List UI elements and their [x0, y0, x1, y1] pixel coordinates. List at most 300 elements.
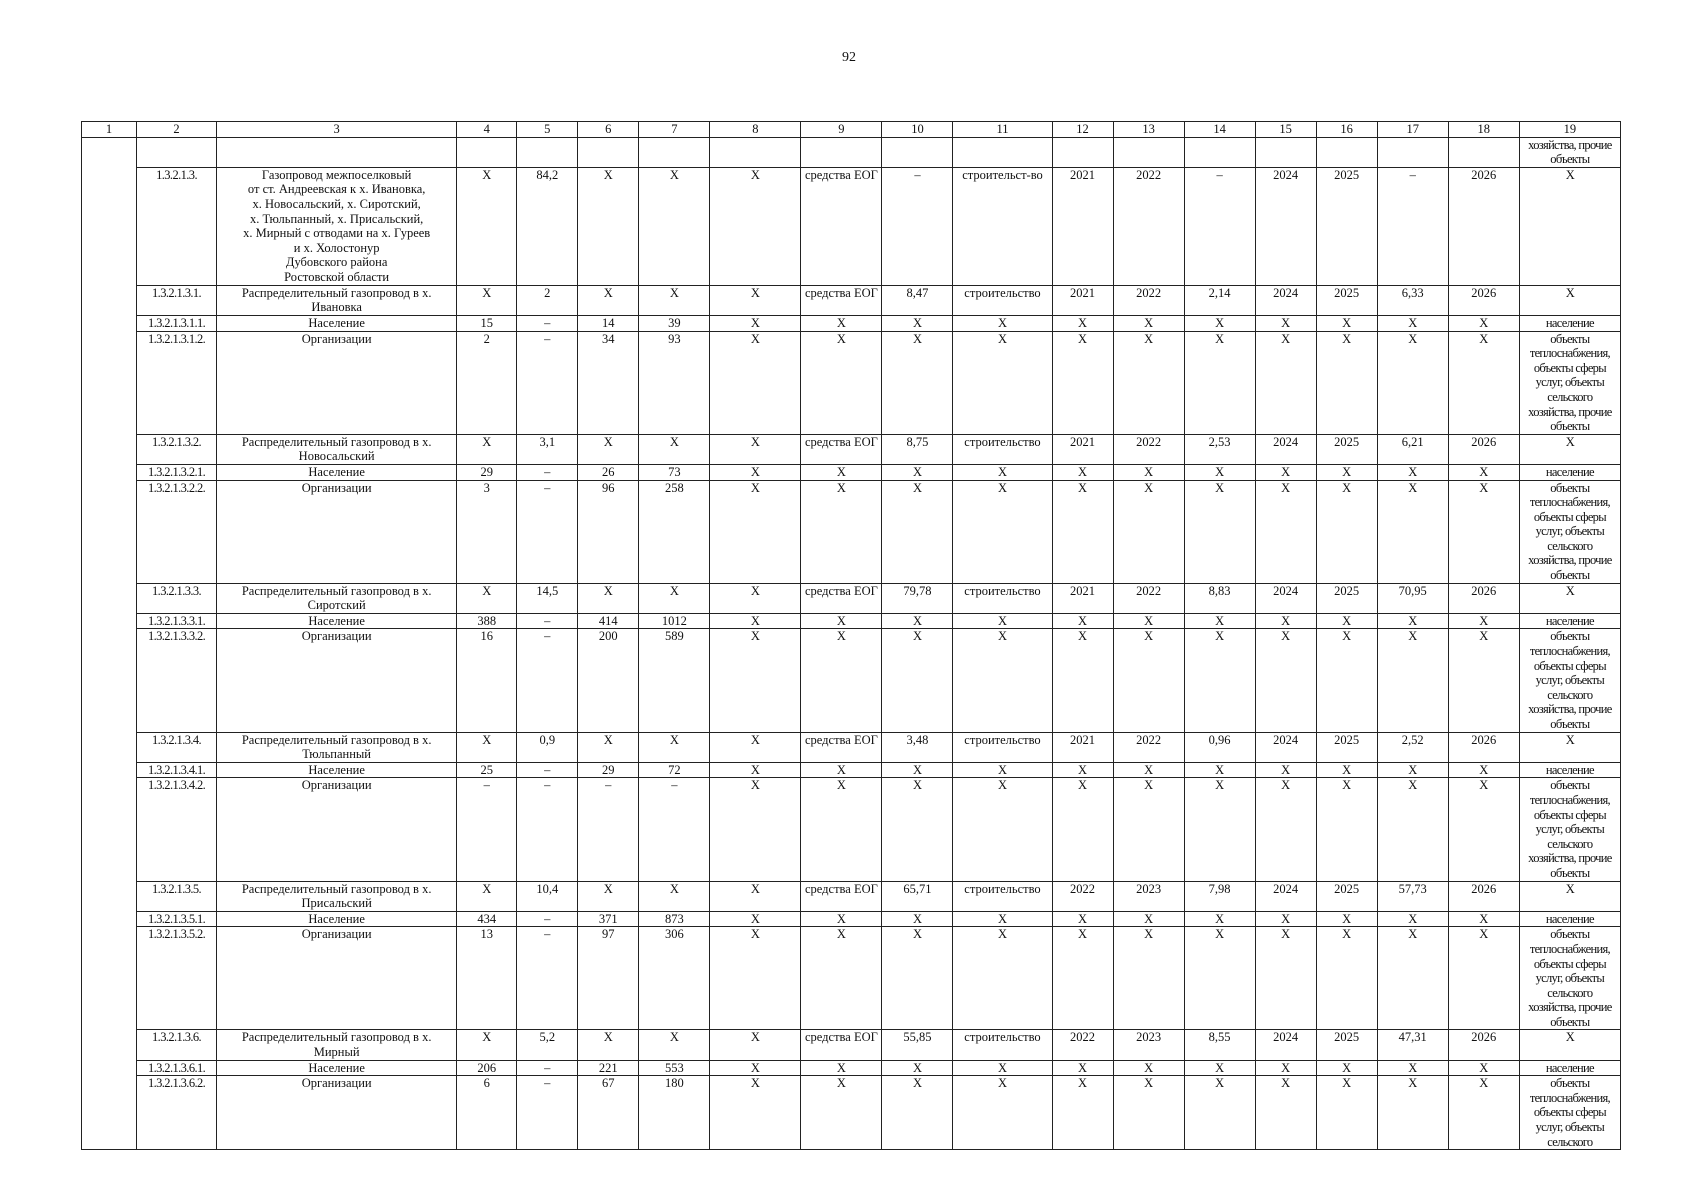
cell-col-18: Х — [1448, 331, 1519, 434]
population-row — [82, 613, 1621, 629]
cell-col-12: 2021 — [1052, 732, 1113, 762]
organizations-row — [82, 1076, 1621, 1150]
cell-col-4: 29 — [457, 464, 517, 480]
cell-col-9: средства ЕОГ — [801, 285, 882, 315]
item-code: 1.3.2.1.3.3.2. — [137, 629, 217, 732]
cell-col-12: 2021 — [1052, 167, 1113, 285]
cell-col-18: Х — [1448, 480, 1519, 583]
cell-col-16: 2025 — [1316, 1030, 1377, 1060]
cell-col-11: строительст-во — [953, 167, 1052, 285]
column-header-5: 5 — [517, 122, 578, 138]
item-code: 1.3.2.1.3.2.2. — [137, 480, 217, 583]
cell-col-8: Х — [710, 1030, 801, 1060]
cell-col-14: – — [1184, 167, 1255, 285]
cell-col-12: Х — [1052, 1060, 1113, 1076]
item-name — [217, 167, 457, 285]
cell-col-12: Х — [1052, 315, 1113, 331]
cell-col-10: Х — [882, 331, 953, 434]
cell-col-11 — [953, 137, 1052, 167]
cell-col-12: 2022 — [1052, 881, 1113, 911]
cell-col-9: средства ЕОГ — [801, 881, 882, 911]
cell-col-15: Х — [1255, 480, 1316, 583]
item-name-line: х. Тюльпанный, х. Присальский, — [249, 211, 424, 226]
cell-col-14: 8,83 — [1184, 583, 1255, 613]
cell-col-18: Х — [1448, 778, 1519, 881]
cell-col-16: Х — [1316, 331, 1377, 434]
cell-col-6: Х — [578, 285, 639, 315]
cell-col-13: 2022 — [1113, 583, 1184, 613]
cell-col-9: Х — [801, 464, 882, 480]
item-name: Распределительный газопровод в х. Присальский — [217, 881, 457, 911]
cell-col-5 — [517, 137, 578, 167]
cell-col-4: Х — [457, 167, 517, 285]
item-name: Население — [217, 911, 457, 927]
cell-col-17: 6,33 — [1377, 285, 1448, 315]
cell-col-8: Х — [710, 464, 801, 480]
cell-col-7: 180 — [639, 1076, 710, 1150]
cell-col-4: 388 — [457, 613, 517, 629]
column-header-18: 18 — [1448, 122, 1519, 138]
column-1-cell — [82, 137, 137, 1150]
cell-col-7: 589 — [639, 629, 710, 732]
cell-col-8: Х — [710, 480, 801, 583]
cell-col-7: 39 — [639, 315, 710, 331]
cell-col-13: Х — [1113, 464, 1184, 480]
item-code: 1.3.2.1.3.1. — [137, 285, 217, 315]
cell-col-16: Х — [1316, 778, 1377, 881]
cell-col-7: – — [639, 778, 710, 881]
cell-col-12: Х — [1052, 464, 1113, 480]
cell-col-12: 2021 — [1052, 434, 1113, 464]
cell-col-5: – — [517, 1076, 578, 1150]
item-name: Распределительный газопровод в х. Ивановка — [217, 285, 457, 315]
cell-col-11: Х — [953, 911, 1052, 927]
cell-col-10 — [882, 137, 953, 167]
cell-col-6: 67 — [578, 1076, 639, 1150]
cell-col-7: 258 — [639, 480, 710, 583]
cell-col-18: Х — [1448, 762, 1519, 778]
cell-col-13: 2022 — [1113, 167, 1184, 285]
cell-col-11: Х — [953, 613, 1052, 629]
organizations-row — [82, 331, 1621, 434]
cell-col-17: Х — [1377, 927, 1448, 1030]
cell-col-17: 57,73 — [1377, 881, 1448, 911]
cell-col-5: – — [517, 613, 578, 629]
cell-col-19: объекты теплоснабжения, объекты сферы услуг, объекты сельского хозяйства, прочие объекты — [1519, 927, 1620, 1030]
cell-col-5: 84,2 — [517, 167, 578, 285]
pipeline-main-row — [82, 167, 1621, 285]
cell-col-12: 2022 — [1052, 1030, 1113, 1060]
cell-col-17: Х — [1377, 464, 1448, 480]
cell-col-8: Х — [710, 613, 801, 629]
cell-col-12: Х — [1052, 762, 1113, 778]
cell-col-10: Х — [882, 464, 953, 480]
cell-col-6: 96 — [578, 480, 639, 583]
cell-col-18: 2026 — [1448, 434, 1519, 464]
cell-col-18: 2026 — [1448, 1030, 1519, 1060]
item-code: 1.3.2.1.3.4.1. — [137, 762, 217, 778]
cell-col-14: Х — [1184, 464, 1255, 480]
cell-col-9: средства ЕОГ — [801, 583, 882, 613]
cell-col-14: Х — [1184, 1060, 1255, 1076]
cell-col-16: Х — [1316, 927, 1377, 1030]
cell-col-11: Х — [953, 315, 1052, 331]
cell-col-13: Х — [1113, 629, 1184, 732]
cell-col-17: Х — [1377, 762, 1448, 778]
cell-col-14: Х — [1184, 1076, 1255, 1150]
cell-col-15: Х — [1255, 331, 1316, 434]
cell-col-12: Х — [1052, 629, 1113, 732]
cell-col-7: Х — [639, 732, 710, 762]
cell-col-6: – — [578, 778, 639, 881]
cell-col-15: 2024 — [1255, 167, 1316, 285]
cell-col-5: – — [517, 331, 578, 434]
cell-col-4: Х — [457, 732, 517, 762]
cell-col-6: Х — [578, 434, 639, 464]
cell-col-7: 72 — [639, 762, 710, 778]
cell-col-10: Х — [882, 927, 953, 1030]
cell-col-8: Х — [710, 331, 801, 434]
cell-col-7: 93 — [639, 331, 710, 434]
column-header-17: 17 — [1377, 122, 1448, 138]
cell-col-6: 34 — [578, 331, 639, 434]
cell-col-7: Х — [639, 583, 710, 613]
cell-col-6: 221 — [578, 1060, 639, 1076]
cell-col-16: Х — [1316, 613, 1377, 629]
cell-col-15: 2024 — [1255, 732, 1316, 762]
cell-col-12: Х — [1052, 1076, 1113, 1150]
cell-col-13: Х — [1113, 331, 1184, 434]
item-name: Распределительный газопровод в х. Новосальский — [217, 434, 457, 464]
cell-col-13: Х — [1113, 1076, 1184, 1150]
cell-col-15: 2024 — [1255, 1030, 1316, 1060]
population-row — [82, 464, 1621, 480]
column-number-row — [82, 122, 1621, 138]
cell-col-6: 97 — [578, 927, 639, 1030]
cell-col-9: Х — [801, 480, 882, 583]
cell-col-5: – — [517, 927, 578, 1030]
cell-col-9: Х — [801, 629, 882, 732]
cell-col-12: Х — [1052, 480, 1113, 583]
organizations-row — [82, 629, 1621, 732]
cell-col-8: Х — [710, 732, 801, 762]
cell-col-17: Х — [1377, 1076, 1448, 1150]
cell-col-11: Х — [953, 629, 1052, 732]
item-name: Организации — [217, 1076, 457, 1150]
cell-col-17: 70,95 — [1377, 583, 1448, 613]
column-header-7: 7 — [639, 122, 710, 138]
cell-col-13: Х — [1113, 927, 1184, 1030]
cell-col-4: 13 — [457, 927, 517, 1030]
cell-col-12: Х — [1052, 331, 1113, 434]
cell-col-8: Х — [710, 629, 801, 732]
cell-col-16: Х — [1316, 464, 1377, 480]
cell-col-18: Х — [1448, 927, 1519, 1030]
cell-col-11: строительство — [953, 434, 1052, 464]
cell-col-5: – — [517, 911, 578, 927]
page-number: 92 — [842, 50, 856, 65]
cell-col-9: Х — [801, 331, 882, 434]
cell-col-7: Х — [639, 1030, 710, 1060]
cell-col-15: Х — [1255, 1060, 1316, 1076]
cell-col-4: – — [457, 778, 517, 881]
item-code: 1.3.2.1.3.3.1. — [137, 613, 217, 629]
cell-col-7 — [639, 137, 710, 167]
cell-col-17: Х — [1377, 1060, 1448, 1076]
cell-col-16: 2025 — [1316, 583, 1377, 613]
cell-col-10: 79,78 — [882, 583, 953, 613]
cell-col-11: строительство — [953, 881, 1052, 911]
column-header-14: 14 — [1184, 122, 1255, 138]
cell-col-19: население — [1519, 464, 1620, 480]
cell-col-5: – — [517, 762, 578, 778]
cell-col-5: 3,1 — [517, 434, 578, 464]
cell-col-19: население — [1519, 613, 1620, 629]
column-header-10: 10 — [882, 122, 953, 138]
item-code: 1.3.2.1.3. — [137, 167, 217, 285]
cell-col-7: Х — [639, 881, 710, 911]
cell-col-7: 553 — [639, 1060, 710, 1076]
item-code: 1.3.2.1.3.6.1. — [137, 1060, 217, 1076]
cell-col-6: 29 — [578, 762, 639, 778]
cell-col-9: Х — [801, 613, 882, 629]
column-header-4: 4 — [457, 122, 517, 138]
column-header-19: 19 — [1519, 122, 1620, 138]
cell-col-19: население — [1519, 911, 1620, 927]
cell-col-15: Х — [1255, 762, 1316, 778]
cell-col-6: Х — [578, 1030, 639, 1060]
cell-col-15: 2024 — [1255, 583, 1316, 613]
item-name: Население — [217, 613, 457, 629]
cell-col-19: Х — [1519, 732, 1620, 762]
cell-col-10: 65,71 — [882, 881, 953, 911]
cell-col-5: 10,4 — [517, 881, 578, 911]
cell-col-19: Х — [1519, 583, 1620, 613]
cell-col-16: Х — [1316, 1076, 1377, 1150]
item-code: 1.3.2.1.3.6. — [137, 1030, 217, 1060]
distribution-pipeline-row — [82, 285, 1621, 315]
cell-col-11: Х — [953, 331, 1052, 434]
item-name — [217, 137, 457, 167]
column-header-13: 13 — [1113, 122, 1184, 138]
cell-col-15: Х — [1255, 778, 1316, 881]
item-name-line: Ростовской области — [284, 269, 390, 284]
cell-col-6 — [578, 137, 639, 167]
cell-col-13 — [1113, 137, 1184, 167]
cell-col-9: Х — [801, 762, 882, 778]
cell-col-18: 2026 — [1448, 167, 1519, 285]
cell-col-10: 8,47 — [882, 285, 953, 315]
item-name: Население — [217, 464, 457, 480]
cell-col-17: Х — [1377, 778, 1448, 881]
cell-col-6: Х — [578, 881, 639, 911]
cell-col-11: Х — [953, 762, 1052, 778]
cell-col-14 — [1184, 137, 1255, 167]
population-row — [82, 762, 1621, 778]
cell-col-4: 16 — [457, 629, 517, 732]
population-row — [82, 911, 1621, 927]
item-code: 1.3.2.1.3.6.2. — [137, 1076, 217, 1150]
cell-col-4: 6 — [457, 1076, 517, 1150]
cell-col-6: 14 — [578, 315, 639, 331]
cell-col-10: Х — [882, 480, 953, 583]
cell-col-19: Х — [1519, 434, 1620, 464]
cell-col-17: – — [1377, 167, 1448, 285]
item-code: 1.3.2.1.3.3. — [137, 583, 217, 613]
item-name: Население — [217, 762, 457, 778]
cell-col-6: 371 — [578, 911, 639, 927]
cell-col-14: Х — [1184, 762, 1255, 778]
cell-col-12: Х — [1052, 927, 1113, 1030]
item-name-line: х. Новосальский, х. Сиротский, — [252, 196, 421, 211]
cell-col-13: 2022 — [1113, 434, 1184, 464]
distribution-pipeline-row — [82, 881, 1621, 911]
item-name-line: х. Мирный с отводами на х. Гуреев — [243, 226, 431, 241]
cell-col-13: Х — [1113, 762, 1184, 778]
cell-col-13: Х — [1113, 315, 1184, 331]
cell-col-19: Х — [1519, 285, 1620, 315]
cell-col-4: Х — [457, 434, 517, 464]
cell-col-12: Х — [1052, 911, 1113, 927]
cell-col-17: 6,21 — [1377, 434, 1448, 464]
cell-col-12 — [1052, 137, 1113, 167]
cell-col-14: 7,98 — [1184, 881, 1255, 911]
item-code: 1.3.2.1.3.5. — [137, 881, 217, 911]
cell-col-18: 2026 — [1448, 583, 1519, 613]
column-header-8: 8 — [710, 122, 801, 138]
cell-col-13: 2023 — [1113, 1030, 1184, 1060]
cell-col-18: Х — [1448, 629, 1519, 732]
cell-col-19: объекты теплоснабжения, объекты сферы услуг, объекты сельского хозяйства, прочие объекты — [1519, 480, 1620, 583]
cell-col-4: Х — [457, 1030, 517, 1060]
cell-col-9: средства ЕОГ — [801, 732, 882, 762]
cell-col-11: строительство — [953, 732, 1052, 762]
cell-col-11: Х — [953, 1060, 1052, 1076]
cell-col-7: Х — [639, 167, 710, 285]
cell-col-19: объекты теплоснабжения, объекты сферы услуг, объекты сельского — [1519, 1076, 1620, 1150]
item-name-line: Дубовского района — [285, 255, 388, 270]
cell-col-16: Х — [1316, 315, 1377, 331]
cell-col-4: 434 — [457, 911, 517, 927]
cell-col-15: Х — [1255, 464, 1316, 480]
continuation-row — [82, 137, 1621, 167]
cell-col-4: 25 — [457, 762, 517, 778]
item-code: 1.3.2.1.3.1.2. — [137, 331, 217, 434]
organizations-row — [82, 927, 1621, 1030]
item-name: Распределительный газопровод в х. Мирный — [217, 1030, 457, 1060]
item-code: 1.3.2.1.3.5.1. — [137, 911, 217, 927]
cell-col-19: Х — [1519, 1030, 1620, 1060]
cell-col-4: 2 — [457, 331, 517, 434]
cell-col-12: Х — [1052, 613, 1113, 629]
cell-col-17: Х — [1377, 480, 1448, 583]
item-name: Организации — [217, 778, 457, 881]
item-name: Организации — [217, 629, 457, 732]
cell-col-16: Х — [1316, 629, 1377, 732]
distribution-pipeline-row — [82, 434, 1621, 464]
cell-col-12: 2021 — [1052, 285, 1113, 315]
cell-col-17: Х — [1377, 331, 1448, 434]
cell-col-18: Х — [1448, 1060, 1519, 1076]
cell-col-9: средства ЕОГ — [801, 167, 882, 285]
column-header-3: 3 — [217, 122, 457, 138]
cell-col-6: 414 — [578, 613, 639, 629]
cell-col-16: 2025 — [1316, 732, 1377, 762]
column-header-1: 1 — [82, 122, 137, 138]
population-row — [82, 315, 1621, 331]
column-header-11: 11 — [953, 122, 1052, 138]
investment-table — [81, 121, 1621, 1150]
cell-col-4: 206 — [457, 1060, 517, 1076]
cell-col-19: Х — [1519, 881, 1620, 911]
item-name: Население — [217, 1060, 457, 1076]
cell-col-8: Х — [710, 315, 801, 331]
cell-col-13: Х — [1113, 480, 1184, 583]
cell-col-11: строительство — [953, 285, 1052, 315]
cell-col-12: 2021 — [1052, 583, 1113, 613]
cell-col-8: Х — [710, 583, 801, 613]
cell-col-10: Х — [882, 629, 953, 732]
cell-col-4: Х — [457, 881, 517, 911]
item-code: 1.3.2.1.3.2.1. — [137, 464, 217, 480]
distribution-pipeline-row — [82, 1030, 1621, 1060]
cell-col-15: 2024 — [1255, 285, 1316, 315]
item-name: Население — [217, 315, 457, 331]
cell-col-5: 14,5 — [517, 583, 578, 613]
cell-col-19: объекты теплоснабжения, объекты сферы услуг, объекты сельского хозяйства, прочие объекты — [1519, 778, 1620, 881]
cell-col-7: 1012 — [639, 613, 710, 629]
cell-col-13: Х — [1113, 911, 1184, 927]
cell-col-4 — [457, 137, 517, 167]
column-header-16: 16 — [1316, 122, 1377, 138]
cell-col-17: Х — [1377, 613, 1448, 629]
cell-col-14: Х — [1184, 480, 1255, 583]
cell-col-10: Х — [882, 911, 953, 927]
cell-col-18: 2026 — [1448, 732, 1519, 762]
cell-col-5: 5,2 — [517, 1030, 578, 1060]
cell-col-19: Х — [1519, 167, 1620, 285]
cell-col-9: средства ЕОГ — [801, 434, 882, 464]
cell-col-9: Х — [801, 778, 882, 881]
cell-col-8: Х — [710, 762, 801, 778]
cell-col-17 — [1377, 137, 1448, 167]
cell-col-16: Х — [1316, 1060, 1377, 1076]
cell-col-9: средства ЕОГ — [801, 1030, 882, 1060]
cell-col-17: Х — [1377, 315, 1448, 331]
cell-col-8: Х — [710, 1060, 801, 1076]
cell-col-11: Х — [953, 480, 1052, 583]
cell-col-5: – — [517, 1060, 578, 1076]
cell-col-18: Х — [1448, 315, 1519, 331]
item-name-line: от ст. Андреевская к х. Ивановка, — [247, 182, 426, 197]
cell-col-5: – — [517, 464, 578, 480]
cell-col-14: Х — [1184, 315, 1255, 331]
item-code: 1.3.2.1.3.1.1. — [137, 315, 217, 331]
cell-col-10: Х — [882, 1060, 953, 1076]
item-name-line: и х. Холостонур — [293, 240, 380, 255]
cell-col-16: 2025 — [1316, 167, 1377, 285]
cell-col-16: Х — [1316, 480, 1377, 583]
cell-col-11: строительство — [953, 583, 1052, 613]
cell-col-16: 2025 — [1316, 285, 1377, 315]
cell-col-14: Х — [1184, 911, 1255, 927]
population-row — [82, 1060, 1621, 1076]
cell-col-18: 2026 — [1448, 881, 1519, 911]
cell-col-10: Х — [882, 315, 953, 331]
cell-col-17: 2,52 — [1377, 732, 1448, 762]
cell-col-7: Х — [639, 285, 710, 315]
cell-col-10: 3,48 — [882, 732, 953, 762]
